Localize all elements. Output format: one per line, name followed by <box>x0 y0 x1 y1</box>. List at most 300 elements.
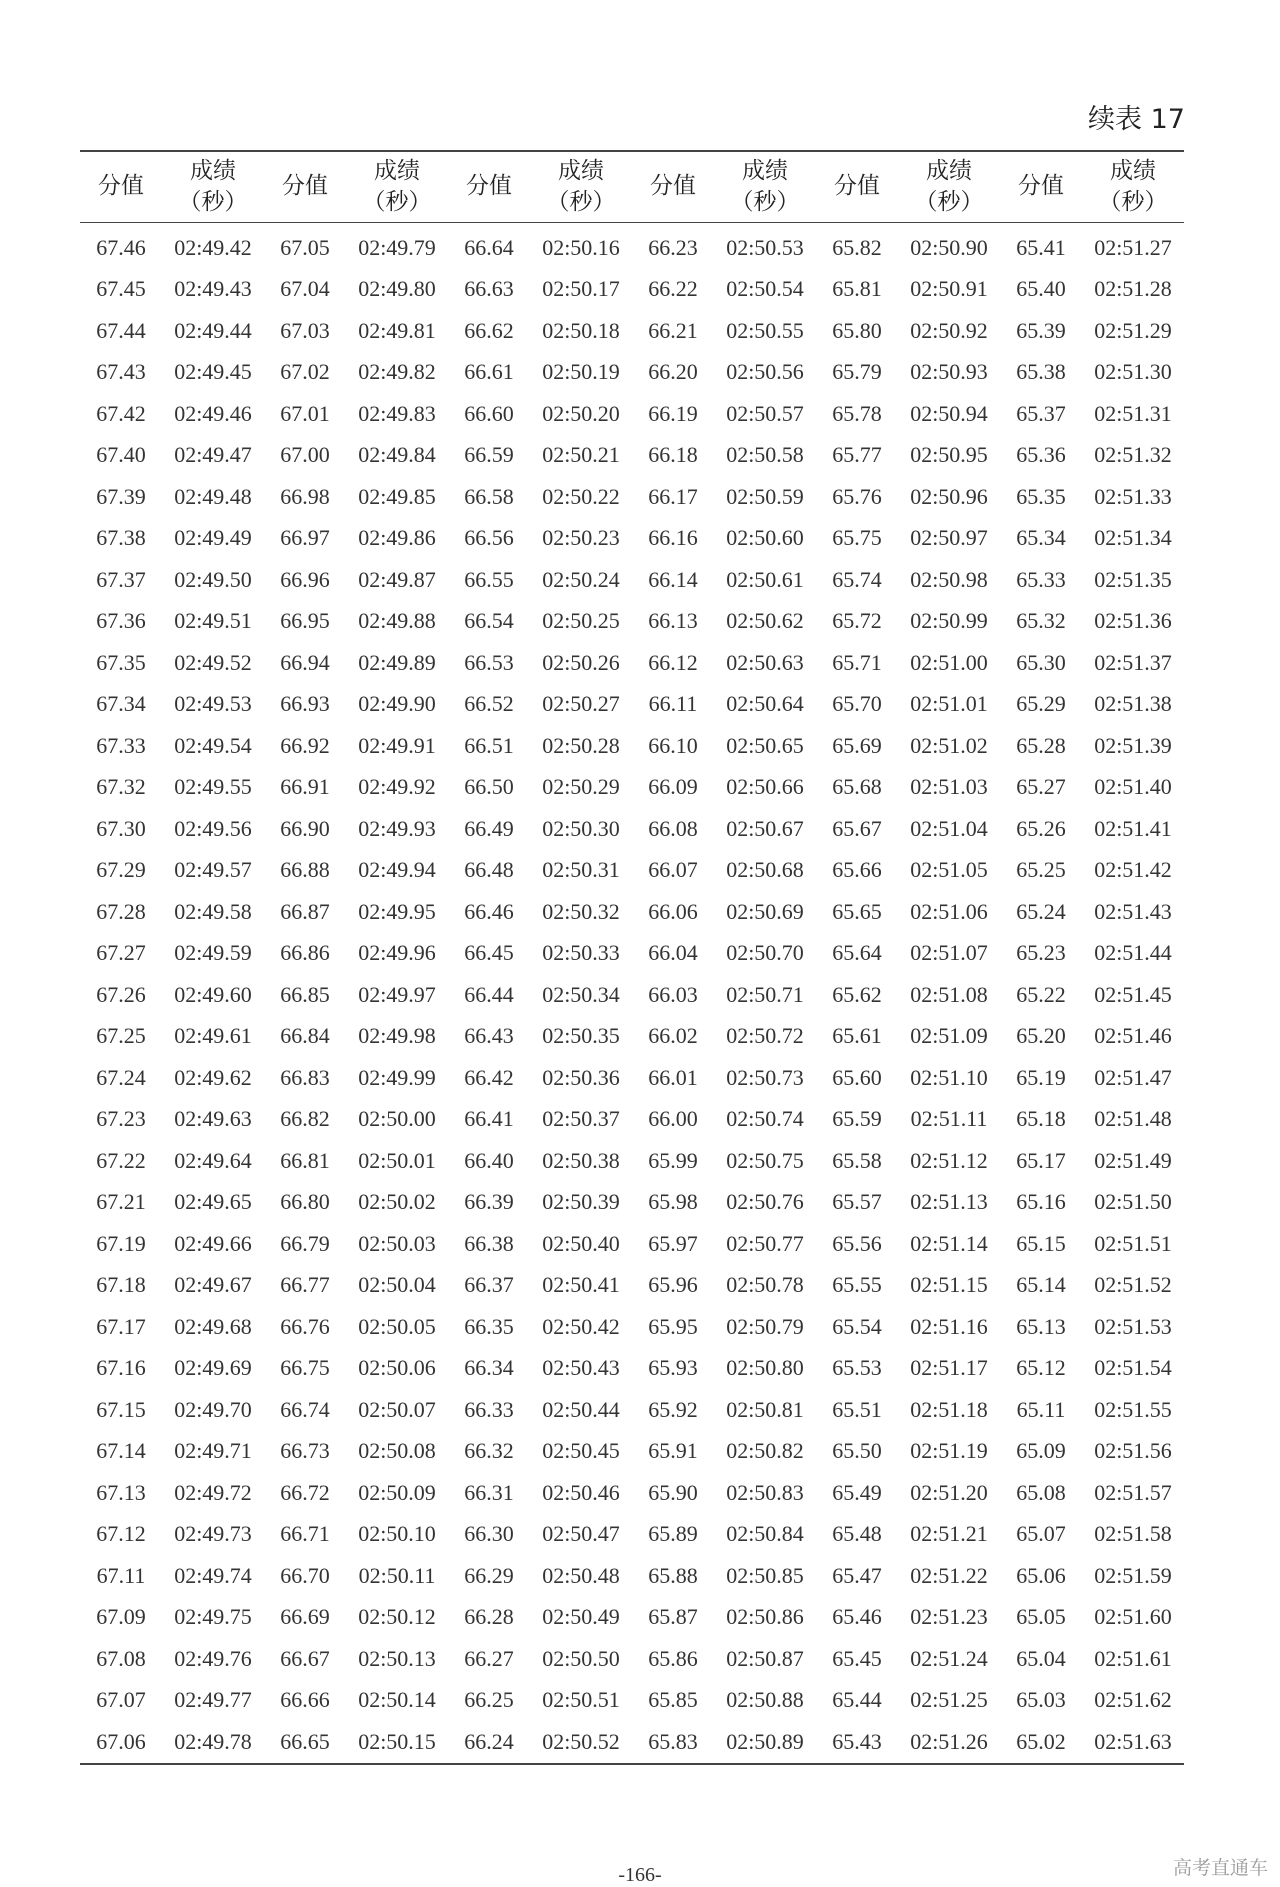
result-cell: 02:50.36 <box>542 1064 620 1090</box>
result-cell: 02:50.16 <box>542 234 620 260</box>
result-cell: 02:49.62 <box>174 1064 252 1090</box>
score-cell: 66.37 <box>464 1272 514 1298</box>
result-cell: 02:50.25 <box>542 608 620 634</box>
result-cell: 02:49.76 <box>174 1645 252 1671</box>
score-cell: 66.16 <box>648 525 698 551</box>
score-cell: 67.08 <box>96 1645 146 1671</box>
result-cell: 02:50.46 <box>542 1479 620 1505</box>
result-cell: 02:51.53 <box>1094 1313 1172 1339</box>
score-cell: 65.38 <box>1016 359 1066 385</box>
score-cell: 67.32 <box>96 774 146 800</box>
table-row <box>80 1140 1184 1182</box>
score-cell: 67.37 <box>96 566 146 592</box>
result-cell: 02:50.59 <box>726 483 804 509</box>
table-row <box>80 352 1184 394</box>
score-cell: 66.59 <box>464 442 514 468</box>
table-row <box>80 1597 1184 1639</box>
result-cell: 02:50.13 <box>358 1645 436 1671</box>
result-cell: 02:51.41 <box>1094 815 1172 841</box>
score-cell: 67.04 <box>280 276 330 302</box>
result-cell: 02:49.48 <box>174 483 252 509</box>
header-result-unit: （秒） <box>730 189 800 215</box>
score-cell: 67.19 <box>96 1230 146 1256</box>
score-cell: 67.36 <box>96 608 146 634</box>
result-cell: 02:49.96 <box>358 940 436 966</box>
table-row <box>80 476 1184 518</box>
score-cell: 65.97 <box>648 1230 698 1256</box>
score-cell: 65.05 <box>1016 1604 1066 1630</box>
result-cell: 02:49.60 <box>174 981 252 1007</box>
result-cell: 02:50.96 <box>910 483 988 509</box>
result-cell: 02:51.25 <box>910 1687 988 1713</box>
result-cell: 02:51.45 <box>1094 981 1172 1007</box>
table-row <box>80 1099 1184 1141</box>
result-cell: 02:49.86 <box>358 525 436 551</box>
score-cell: 65.18 <box>1016 1106 1066 1132</box>
header-result <box>162 151 264 223</box>
score-cell: 65.13 <box>1016 1313 1066 1339</box>
score-cell: 65.77 <box>832 442 882 468</box>
result-cell: 02:50.04 <box>358 1272 436 1298</box>
score-cell: 65.06 <box>1016 1562 1066 1588</box>
result-cell: 02:50.74 <box>726 1106 804 1132</box>
score-cell: 66.20 <box>648 359 698 385</box>
score-cell: 65.23 <box>1016 940 1066 966</box>
result-cell: 02:50.84 <box>726 1521 804 1547</box>
table-row <box>80 933 1184 975</box>
score-cell: 65.04 <box>1016 1645 1066 1671</box>
score-cell: 65.50 <box>832 1438 882 1464</box>
score-cell: 65.58 <box>832 1147 882 1173</box>
score-cell: 66.35 <box>464 1313 514 1339</box>
score-cell: 66.84 <box>280 1023 330 1049</box>
score-cell: 65.91 <box>648 1438 698 1464</box>
result-cell: 02:50.79 <box>726 1313 804 1339</box>
score-cell: 65.71 <box>832 649 882 675</box>
score-cell: 67.27 <box>96 940 146 966</box>
result-cell: 02:51.05 <box>910 857 988 883</box>
score-cell: 65.45 <box>832 1645 882 1671</box>
result-cell: 02:51.21 <box>910 1521 988 1547</box>
result-cell: 02:49.50 <box>174 566 252 592</box>
score-cell: 65.55 <box>832 1272 882 1298</box>
result-cell: 02:49.97 <box>358 981 436 1007</box>
score-cell: 65.54 <box>832 1313 882 1339</box>
result-cell: 02:51.34 <box>1094 525 1172 551</box>
score-cell: 66.11 <box>648 691 698 717</box>
score-cell: 67.45 <box>96 276 146 302</box>
result-cell: 02:51.47 <box>1094 1064 1172 1090</box>
result-cell: 02:49.81 <box>358 317 436 343</box>
result-cell: 02:51.02 <box>910 732 988 758</box>
score-cell: 67.38 <box>96 525 146 551</box>
result-cell: 02:51.40 <box>1094 774 1172 800</box>
result-cell: 02:49.72 <box>174 1479 252 1505</box>
score-cell: 67.25 <box>96 1023 146 1049</box>
score-cell: 65.96 <box>648 1272 698 1298</box>
result-cell: 02:50.18 <box>542 317 620 343</box>
result-cell: 02:51.52 <box>1094 1272 1172 1298</box>
score-cell: 65.44 <box>832 1687 882 1713</box>
score-cell: 66.62 <box>464 317 514 343</box>
result-cell: 02:50.03 <box>358 1230 436 1256</box>
result-cell: 02:49.67 <box>174 1272 252 1298</box>
score-cell: 66.74 <box>280 1396 330 1422</box>
score-cell: 65.95 <box>648 1313 698 1339</box>
score-cell: 67.22 <box>96 1147 146 1173</box>
score-cell: 65.59 <box>832 1106 882 1132</box>
score-cell: 65.64 <box>832 940 882 966</box>
result-cell: 02:51.12 <box>910 1147 988 1173</box>
result-cell: 02:50.39 <box>542 1189 620 1215</box>
score-cell: 65.56 <box>832 1230 882 1256</box>
result-cell: 02:51.06 <box>910 898 988 924</box>
score-cell: 66.12 <box>648 649 698 675</box>
score-cell: 66.27 <box>464 1645 514 1671</box>
score-cell: 65.70 <box>832 691 882 717</box>
score-cell: 66.17 <box>648 483 698 509</box>
score-cell: 65.34 <box>1016 525 1066 551</box>
score-cell: 67.02 <box>280 359 330 385</box>
score-cell: 66.06 <box>648 898 698 924</box>
result-cell: 02:51.61 <box>1094 1645 1172 1671</box>
result-cell: 02:51.43 <box>1094 898 1172 924</box>
score-cell: 66.23 <box>648 234 698 260</box>
score-cell: 65.27 <box>1016 774 1066 800</box>
score-cell: 66.14 <box>648 566 698 592</box>
score-cell: 65.61 <box>832 1023 882 1049</box>
result-cell: 02:50.60 <box>726 525 804 551</box>
result-cell: 02:51.08 <box>910 981 988 1007</box>
result-cell: 02:49.77 <box>174 1687 252 1713</box>
score-cell: 65.22 <box>1016 981 1066 1007</box>
result-cell: 02:50.54 <box>726 276 804 302</box>
score-cell: 67.42 <box>96 400 146 426</box>
header-result-label: 成绩 <box>1110 157 1156 184</box>
score-cell: 65.11 <box>1016 1396 1066 1422</box>
score-cell: 66.61 <box>464 359 514 385</box>
result-cell: 02:50.51 <box>542 1687 620 1713</box>
result-cell: 02:51.59 <box>1094 1562 1172 1588</box>
result-cell: 02:50.88 <box>726 1687 804 1713</box>
result-cell: 02:50.94 <box>910 400 988 426</box>
score-cell: 67.30 <box>96 815 146 841</box>
score-cell: 67.43 <box>96 359 146 385</box>
result-cell: 02:50.44 <box>542 1396 620 1422</box>
score-cell: 66.53 <box>464 649 514 675</box>
score-cell: 66.49 <box>464 815 514 841</box>
score-cell: 65.92 <box>648 1396 698 1422</box>
result-cell: 02:49.80 <box>358 276 436 302</box>
header-score: 分值 <box>282 173 328 200</box>
result-cell: 02:49.73 <box>174 1521 252 1547</box>
header-score: 分值 <box>650 173 696 200</box>
score-cell: 65.88 <box>648 1562 698 1588</box>
score-cell: 66.04 <box>648 940 698 966</box>
score-cell: 66.82 <box>280 1106 330 1132</box>
result-cell: 02:49.98 <box>358 1023 436 1049</box>
score-cell: 65.99 <box>648 1147 698 1173</box>
result-cell: 02:51.39 <box>1094 732 1172 758</box>
score-cell: 65.69 <box>832 732 882 758</box>
score-cell: 65.83 <box>648 1728 698 1754</box>
header-result-unit: （秒） <box>1098 189 1168 215</box>
score-cell: 65.60 <box>832 1064 882 1090</box>
score-cell: 67.09 <box>96 1604 146 1630</box>
table-row <box>80 1555 1184 1597</box>
result-cell: 02:49.57 <box>174 857 252 883</box>
score-cell: 66.42 <box>464 1064 514 1090</box>
score-cell: 65.16 <box>1016 1189 1066 1215</box>
page-number: -166- <box>618 1864 662 1886</box>
table-row <box>80 1472 1184 1514</box>
score-cell: 66.25 <box>464 1687 514 1713</box>
result-cell: 02:51.28 <box>1094 276 1172 302</box>
score-cell: 66.91 <box>280 774 330 800</box>
result-cell: 02:50.71 <box>726 981 804 1007</box>
result-cell: 02:50.34 <box>542 981 620 1007</box>
table-row <box>80 1182 1184 1224</box>
result-cell: 02:50.15 <box>358 1728 436 1754</box>
result-cell: 02:51.31 <box>1094 400 1172 426</box>
result-cell: 02:50.82 <box>726 1438 804 1464</box>
score-cell: 66.24 <box>464 1728 514 1754</box>
result-cell: 02:49.88 <box>358 608 436 634</box>
score-cell: 66.88 <box>280 857 330 883</box>
result-cell: 02:50.48 <box>542 1562 620 1588</box>
result-cell: 02:49.61 <box>174 1023 252 1049</box>
header-result-unit: （秒） <box>546 189 616 215</box>
result-cell: 02:50.21 <box>542 442 620 468</box>
result-cell: 02:50.97 <box>910 525 988 551</box>
score-cell: 66.21 <box>648 317 698 343</box>
result-cell: 02:51.01 <box>910 691 988 717</box>
result-cell: 02:49.51 <box>174 608 252 634</box>
score-cell: 67.17 <box>96 1313 146 1339</box>
result-cell: 02:51.17 <box>910 1355 988 1381</box>
score-cell: 66.94 <box>280 649 330 675</box>
result-cell: 02:51.18 <box>910 1396 988 1422</box>
table-row <box>80 808 1184 850</box>
score-cell: 65.26 <box>1016 815 1066 841</box>
score-cell: 67.15 <box>96 1396 146 1422</box>
score-cell: 66.85 <box>280 981 330 1007</box>
score-cell: 66.45 <box>464 940 514 966</box>
score-table-container <box>80 150 1184 1765</box>
score-cell: 66.00 <box>648 1106 698 1132</box>
table-row <box>80 310 1184 352</box>
score-cell: 65.30 <box>1016 649 1066 675</box>
score-cell: 65.28 <box>1016 732 1066 758</box>
score-cell: 65.32 <box>1016 608 1066 634</box>
score-cell: 67.07 <box>96 1687 146 1713</box>
score-cell: 66.67 <box>280 1645 330 1671</box>
score-cell: 66.95 <box>280 608 330 634</box>
table-row <box>80 725 1184 767</box>
table-row <box>80 435 1184 477</box>
result-cell: 02:51.19 <box>910 1438 988 1464</box>
result-cell: 02:50.08 <box>358 1438 436 1464</box>
result-cell: 02:50.99 <box>910 608 988 634</box>
score-cell: 66.32 <box>464 1438 514 1464</box>
result-cell: 02:51.10 <box>910 1064 988 1090</box>
result-cell: 02:51.27 <box>1094 234 1172 260</box>
result-cell: 02:50.77 <box>726 1230 804 1256</box>
header-result <box>346 151 448 223</box>
result-cell: 02:50.32 <box>542 898 620 924</box>
result-cell: 02:51.63 <box>1094 1728 1172 1754</box>
score-cell: 66.52 <box>464 691 514 717</box>
table-row <box>80 1638 1184 1680</box>
result-cell: 02:51.54 <box>1094 1355 1172 1381</box>
result-cell: 02:49.56 <box>174 815 252 841</box>
table-row <box>80 850 1184 892</box>
result-cell: 02:51.16 <box>910 1313 988 1339</box>
result-cell: 02:51.49 <box>1094 1147 1172 1173</box>
score-cell: 66.76 <box>280 1313 330 1339</box>
score-cell: 67.40 <box>96 442 146 468</box>
score-cell: 67.14 <box>96 1438 146 1464</box>
score-cell: 66.75 <box>280 1355 330 1381</box>
score-cell: 67.35 <box>96 649 146 675</box>
table-row <box>80 1016 1184 1058</box>
result-cell: 02:50.80 <box>726 1355 804 1381</box>
score-cell: 66.81 <box>280 1147 330 1173</box>
result-cell: 02:50.33 <box>542 940 620 966</box>
result-cell: 02:50.42 <box>542 1313 620 1339</box>
result-cell: 02:51.38 <box>1094 691 1172 717</box>
result-cell: 02:51.33 <box>1094 483 1172 509</box>
score-cell: 66.38 <box>464 1230 514 1256</box>
score-cell: 65.02 <box>1016 1728 1066 1754</box>
result-cell: 02:50.09 <box>358 1479 436 1505</box>
score-cell: 67.26 <box>96 981 146 1007</box>
header-result-unit: （秒） <box>914 189 984 215</box>
score-cell: 65.17 <box>1016 1147 1066 1173</box>
score-cell: 66.90 <box>280 815 330 841</box>
score-cell: 65.41 <box>1016 234 1066 260</box>
score-cell: 66.66 <box>280 1687 330 1713</box>
score-cell: 66.44 <box>464 981 514 1007</box>
result-cell: 02:49.52 <box>174 649 252 675</box>
score-cell: 66.54 <box>464 608 514 634</box>
score-cell: 66.77 <box>280 1272 330 1298</box>
result-cell: 02:51.20 <box>910 1479 988 1505</box>
result-cell: 02:50.67 <box>726 815 804 841</box>
score-cell: 66.71 <box>280 1521 330 1547</box>
score-cell: 65.57 <box>832 1189 882 1215</box>
score-cell: 65.12 <box>1016 1355 1066 1381</box>
header-result <box>530 151 632 223</box>
score-cell: 66.80 <box>280 1189 330 1215</box>
result-cell: 02:50.27 <box>542 691 620 717</box>
score-cell: 66.31 <box>464 1479 514 1505</box>
result-cell: 02:50.52 <box>542 1728 620 1754</box>
score-cell: 65.98 <box>648 1189 698 1215</box>
result-cell: 02:50.87 <box>726 1645 804 1671</box>
score-cell: 65.78 <box>832 400 882 426</box>
result-cell: 02:51.04 <box>910 815 988 841</box>
table-row <box>80 1514 1184 1556</box>
table-row <box>80 601 1184 643</box>
result-cell: 02:49.59 <box>174 940 252 966</box>
result-cell: 02:51.44 <box>1094 940 1172 966</box>
score-cell: 66.56 <box>464 525 514 551</box>
result-cell: 02:49.44 <box>174 317 252 343</box>
result-cell: 02:49.75 <box>174 1604 252 1630</box>
score-cell: 66.65 <box>280 1728 330 1754</box>
table-row <box>80 559 1184 601</box>
score-cell: 65.43 <box>832 1728 882 1754</box>
result-cell: 02:51.50 <box>1094 1189 1172 1215</box>
score-cell: 65.09 <box>1016 1438 1066 1464</box>
result-cell: 02:51.07 <box>910 940 988 966</box>
table-row <box>80 1057 1184 1099</box>
score-cell: 67.34 <box>96 691 146 717</box>
result-cell: 02:50.68 <box>726 857 804 883</box>
result-cell: 02:50.98 <box>910 566 988 592</box>
score-cell: 65.53 <box>832 1355 882 1381</box>
result-cell: 02:49.85 <box>358 483 436 509</box>
result-cell: 02:50.28 <box>542 732 620 758</box>
result-cell: 02:49.89 <box>358 649 436 675</box>
table-row <box>80 642 1184 684</box>
score-cell: 66.92 <box>280 732 330 758</box>
score-cell: 66.40 <box>464 1147 514 1173</box>
result-cell: 02:50.14 <box>358 1687 436 1713</box>
result-cell: 02:50.29 <box>542 774 620 800</box>
header-result-label: 成绩 <box>558 157 604 184</box>
result-cell: 02:50.02 <box>358 1189 436 1215</box>
table-row <box>80 891 1184 933</box>
header-result <box>1082 151 1184 223</box>
score-cell: 67.46 <box>96 234 146 260</box>
score-cell: 66.69 <box>280 1604 330 1630</box>
score-cell: 66.43 <box>464 1023 514 1049</box>
result-cell: 02:50.75 <box>726 1147 804 1173</box>
result-cell: 02:51.62 <box>1094 1687 1172 1713</box>
result-cell: 02:51.55 <box>1094 1396 1172 1422</box>
score-cell: 65.14 <box>1016 1272 1066 1298</box>
result-cell: 02:50.47 <box>542 1521 620 1547</box>
table-row <box>80 223 1184 269</box>
result-cell: 02:50.92 <box>910 317 988 343</box>
result-cell: 02:50.95 <box>910 442 988 468</box>
result-cell: 02:49.53 <box>174 691 252 717</box>
result-cell: 02:50.38 <box>542 1147 620 1173</box>
result-cell: 02:49.84 <box>358 442 436 468</box>
score-cell: 65.81 <box>832 276 882 302</box>
score-cell: 66.79 <box>280 1230 330 1256</box>
result-cell: 02:50.49 <box>542 1604 620 1630</box>
score-cell: 65.66 <box>832 857 882 883</box>
result-cell: 02:50.37 <box>542 1106 620 1132</box>
table-row <box>80 393 1184 435</box>
score-cell: 65.33 <box>1016 566 1066 592</box>
table-body <box>80 223 1184 1764</box>
score-table <box>80 150 1184 1765</box>
result-cell: 02:49.92 <box>358 774 436 800</box>
score-cell: 67.44 <box>96 317 146 343</box>
score-cell: 65.82 <box>832 234 882 260</box>
score-cell: 65.75 <box>832 525 882 551</box>
score-cell: 66.46 <box>464 898 514 924</box>
score-cell: 66.19 <box>648 400 698 426</box>
result-cell: 02:51.58 <box>1094 1521 1172 1547</box>
score-cell: 67.28 <box>96 898 146 924</box>
header-score: 分值 <box>1018 173 1064 200</box>
result-cell: 02:50.07 <box>358 1396 436 1422</box>
